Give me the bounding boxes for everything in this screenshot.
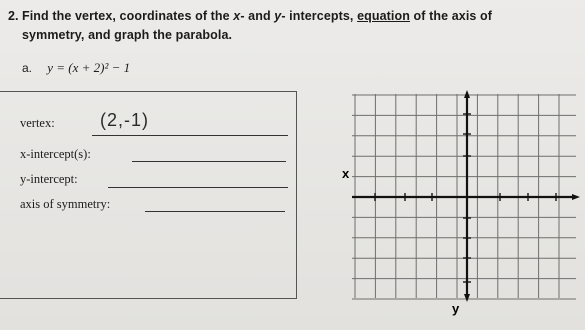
vertex-handwritten-answer: (2,-1): [100, 110, 150, 130]
y-axis-label: y: [452, 301, 460, 316]
problem-number: 2.: [8, 9, 19, 23]
y-axis-arrow-up: [464, 90, 470, 98]
equation-text: y = (x + 2)² − 1: [47, 60, 131, 75]
x-intercept-answer-line[interactable]: [132, 161, 286, 162]
axis-of-symmetry-label: axis of symmetry:: [20, 197, 111, 211]
x-axis-label: x: [342, 166, 350, 181]
y-intercept-label: y-intercept:: [20, 172, 78, 186]
underlined-equation-word: equation: [357, 9, 410, 23]
x-axis-arrow-right: [572, 194, 580, 200]
axis-of-symmetry-answer-line[interactable]: [145, 211, 285, 212]
problem-text: Find the vertex, coordinates of the x- and y- intercepts, equation of the axis of symmetry, and graph the parabola.: [22, 9, 493, 42]
part-a-equation: [22, 60, 130, 76]
vertex-label: vertex:: [20, 116, 55, 130]
part-a-label: a.: [22, 61, 33, 75]
x-intercept-label: x-intercept(s):: [20, 147, 91, 161]
y-axis-arrow-down: [464, 294, 470, 302]
coordinate-grid: [342, 86, 585, 330]
y-intercept-answer-line[interactable]: [108, 187, 288, 188]
vertex-answer-line[interactable]: [92, 135, 288, 136]
